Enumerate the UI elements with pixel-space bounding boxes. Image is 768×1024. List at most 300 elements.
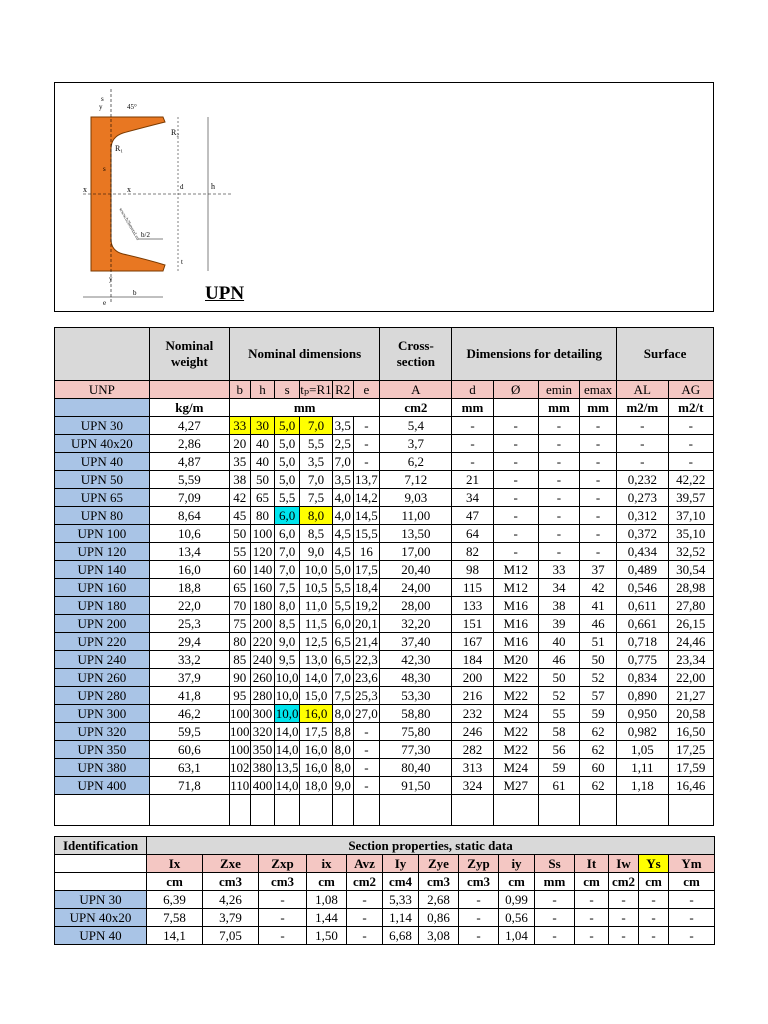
table-cell: 6,0 (332, 615, 353, 633)
table-cell: 20,1 (353, 615, 380, 633)
table-cell: - (353, 453, 380, 471)
table-cell: - (347, 891, 383, 909)
table-cell: 51 (580, 633, 617, 651)
table-cell: 13,4 (149, 543, 229, 561)
table-cell: M16 (493, 615, 538, 633)
table-cell: - (580, 435, 617, 453)
table-cell: 180 (250, 597, 275, 615)
table-cell: 5,5 (332, 579, 353, 597)
props-units-row (55, 873, 715, 891)
table-cell: 48,30 (380, 669, 452, 687)
table-cell: 5,5 (332, 597, 353, 615)
table-cell: 0,312 (617, 507, 668, 525)
table-row (55, 579, 714, 597)
table-cell: - (459, 927, 499, 945)
surface-header: Surface (617, 328, 714, 381)
table-cell: 4,5 (332, 525, 353, 543)
unit-cell: m2/m (617, 399, 668, 417)
table-row (55, 507, 714, 525)
table-cell: 14,0 (275, 742, 299, 757)
table-cell: 35,10 (668, 525, 713, 543)
table-cell: 17,5 (353, 561, 380, 579)
table-cell: 37,40 (380, 633, 452, 651)
table-cell: - (575, 891, 609, 909)
table-cell: 58,80 (380, 705, 452, 723)
profile-name-cell: UPN 160 (55, 579, 150, 597)
table-row (55, 453, 714, 471)
table-cell: - (575, 927, 609, 945)
table-cell: 77,30 (380, 741, 452, 759)
profile-name-cell: UPN 30 (55, 891, 147, 909)
table-cell: 313 (452, 759, 493, 777)
table-cell: 3,5 (300, 453, 333, 471)
table-cell: 6,0 (275, 507, 300, 525)
table-cell: 151 (452, 615, 493, 633)
table-cell: 4,0 (332, 489, 353, 507)
table-cell: 60 (580, 759, 617, 777)
table-cell: 260 (250, 669, 275, 687)
table-cell: 5,59 (149, 471, 229, 489)
table-cell: 232 (452, 705, 493, 723)
table-cell: 14,0 (275, 778, 299, 793)
table-cell: 7,0 (332, 453, 353, 471)
label-r2: R₂ (171, 128, 180, 137)
table-cell: 4,26 (203, 891, 259, 909)
table-cell: 46,2 (149, 705, 229, 723)
table-cell: 7,0 (300, 417, 333, 435)
table-cell: - (538, 507, 579, 525)
table-cell: 1,50 (307, 927, 347, 945)
table-cell: - (669, 927, 715, 945)
column-header: AG (668, 381, 713, 399)
table-cell: 22,3 (353, 651, 380, 669)
table-cell: 42 (230, 489, 251, 507)
table-cell: - (639, 909, 669, 927)
table-cell: 38 (230, 471, 251, 489)
table-cell: 8,0 (332, 705, 353, 723)
table-cell: 17,59 (668, 759, 713, 777)
unit-cell: cm2 (380, 399, 452, 417)
table-cell: - (535, 909, 575, 927)
profile-name-cell: UPN 400 (55, 777, 150, 795)
profile-name-cell: UPN 350 (55, 741, 150, 759)
table-cell: 10,0 (275, 688, 299, 703)
table-cell: 58 (538, 723, 579, 741)
table-cell: M12 (493, 561, 538, 579)
table-cell: 59,5 (149, 723, 229, 741)
table-cell: 30 (250, 417, 275, 435)
label-d: d (180, 183, 184, 191)
props-column-header: Iy (383, 855, 419, 873)
label-x-right: x (127, 185, 131, 194)
column-header-row (55, 381, 714, 399)
table-cell: 10,5 (300, 579, 333, 597)
profile-name-cell: UPN 320 (55, 723, 150, 741)
table-cell: - (259, 909, 307, 927)
table-cell: 60 (230, 561, 251, 579)
table-cell: 16 (353, 543, 380, 561)
table-cell: 6,5 (332, 633, 353, 651)
table-cell: 5,4 (380, 417, 452, 435)
watermark-text: www.b2bmetal.eu (117, 207, 140, 242)
table-cell: 62 (580, 723, 617, 741)
table-cell: - (580, 489, 617, 507)
table-cell: - (493, 507, 538, 525)
table-cell: 15,5 (353, 525, 380, 543)
label-s-web: s (103, 165, 106, 173)
table-cell: - (538, 435, 579, 453)
table-cell: - (538, 525, 579, 543)
table-cell: 350 (250, 741, 275, 759)
table-cell: 4,27 (149, 417, 229, 435)
table-cell: 0,950 (617, 705, 668, 723)
table-cell: 100 (230, 742, 250, 757)
table-cell: 23,34 (668, 651, 713, 669)
table-cell: 140 (250, 561, 275, 579)
unit-cell: mm (452, 399, 493, 417)
table-cell: - (609, 909, 639, 927)
table-cell: 52 (538, 687, 579, 705)
table-cell: 27,80 (668, 597, 713, 615)
table-cell: 16,50 (668, 723, 713, 741)
profile-name-cell: UPN 100 (55, 525, 150, 543)
table-row (55, 777, 714, 795)
table-cell: 57 (580, 687, 617, 705)
table-cell: 12,5 (300, 633, 333, 651)
table-cell: 32,52 (668, 543, 713, 561)
table-cell: 0,273 (617, 489, 668, 507)
table-cell: 115 (452, 579, 493, 597)
table-cell: - (353, 723, 380, 741)
table-cell: - (535, 927, 575, 945)
table-cell: - (493, 471, 538, 489)
table-cell: 16,46 (668, 777, 713, 795)
table-cell: - (669, 891, 715, 909)
table-cell: - (493, 543, 538, 561)
table-cell: 240 (250, 651, 275, 669)
table-row (55, 525, 714, 543)
table-cell: 5,0 (275, 417, 300, 435)
unit-cell: mm (580, 399, 617, 417)
table-cell: 61 (538, 777, 579, 795)
table-cell: - (639, 891, 669, 909)
table-cell: 20 (230, 435, 251, 453)
table-cell: 39,57 (668, 489, 713, 507)
table-cell: 14,0 (275, 724, 299, 739)
table-cell: - (669, 909, 715, 927)
table-cell: 50 (230, 525, 251, 543)
table-cell: 13,50 (380, 525, 452, 543)
props-column-header-row (55, 855, 715, 873)
table-cell: 14,2 (353, 489, 380, 507)
props-unit-cell: cm2 (609, 873, 639, 891)
table-cell: 40 (250, 453, 275, 471)
table-cell: 18,0 (300, 777, 333, 795)
table-cell: 0,834 (617, 669, 668, 687)
table-cell: 75,80 (380, 723, 452, 741)
table-cell: 0,372 (617, 525, 668, 543)
props-column-header: Zye (419, 855, 459, 873)
section-properties-header: Section properties, static data (147, 837, 715, 855)
table-cell: 0,890 (617, 687, 668, 705)
table-cell: 70 (230, 597, 251, 615)
table-cell: 32,20 (380, 615, 452, 633)
table-cell: 82 (452, 543, 493, 561)
table-cell: 3,5 (332, 471, 353, 489)
profile-name-cell: UPN 220 (55, 633, 150, 651)
table-cell: 216 (452, 687, 493, 705)
table-cell: 4,87 (149, 453, 229, 471)
table-cell: - (609, 891, 639, 909)
table-row (55, 417, 714, 435)
spacer-row (55, 795, 714, 826)
label-s-top: s (101, 95, 104, 103)
table-cell: M16 (493, 597, 538, 615)
table-cell: 40 (250, 435, 275, 453)
table-cell: - (580, 543, 617, 561)
table-cell: 90 (230, 669, 251, 687)
table-cell: 37,10 (668, 507, 713, 525)
table-cell: - (493, 489, 538, 507)
table-cell: 91,50 (380, 777, 452, 795)
table-row (55, 471, 714, 489)
table-cell: 50 (250, 471, 275, 489)
props-column-header: It (575, 855, 609, 873)
label-y-top: y (99, 103, 103, 111)
column-header: UNP (55, 381, 150, 399)
table-cell: 60,6 (149, 741, 229, 759)
table-cell: - (538, 543, 579, 561)
table-cell: 102 (230, 760, 250, 775)
table-cell: - (452, 417, 493, 435)
table-cell: 0,775 (617, 651, 668, 669)
column-header (149, 381, 229, 399)
table-cell: - (259, 891, 307, 909)
table-cell: 1,14 (383, 909, 419, 927)
table-cell: 0,434 (617, 543, 668, 561)
table-cell: 62 (580, 741, 617, 759)
props-unit-cell: cm3 (203, 873, 259, 891)
props-column-header: Avz (347, 855, 383, 873)
table-cell: 21 (452, 471, 493, 489)
unit-cell: kg/m (149, 399, 229, 417)
table-row (55, 651, 714, 669)
table-cell: 9,0 (300, 543, 333, 561)
table-cell: 5,0 (275, 471, 300, 489)
table-row (55, 927, 715, 945)
table-cell: 75 (230, 615, 251, 633)
column-header: A (380, 381, 452, 399)
table-cell: 246 (452, 723, 493, 741)
table-cell: 20,40 (380, 561, 452, 579)
table-cell: 16,0 (300, 759, 333, 777)
units-row (55, 399, 714, 417)
props-unit-cell: cm (639, 873, 669, 891)
header-box (54, 82, 714, 312)
table-cell: 13,5 (275, 760, 299, 775)
column-header: AL (617, 381, 668, 399)
table-cell: 8,5 (275, 615, 300, 633)
table-cell: 25,3 (353, 687, 380, 705)
table-cell: - (353, 741, 380, 759)
table-cell: 45 (230, 507, 251, 525)
table-cell: - (617, 417, 668, 435)
table-row (55, 561, 714, 579)
label-x-left: x (83, 185, 87, 194)
table-cell: 0,611 (617, 597, 668, 615)
table-cell: 2,68 (419, 891, 459, 909)
table-cell: 14,1 (147, 927, 203, 945)
table-row (55, 723, 714, 741)
profile-name-cell: UPN 120 (55, 543, 150, 561)
table-cell: - (609, 927, 639, 945)
table-cell: 85 (230, 651, 251, 669)
unit-cell (493, 399, 538, 417)
props-group-row (55, 837, 715, 855)
table-cell: - (668, 453, 713, 471)
table-cell: 46 (538, 651, 579, 669)
table-cell: 1,44 (307, 909, 347, 927)
table-cell: 0,661 (617, 615, 668, 633)
table-row (55, 489, 714, 507)
table-cell: - (535, 891, 575, 909)
table-cell: 18,4 (353, 579, 380, 597)
table-cell: 0,99 (499, 891, 535, 909)
table-cell: 8,5 (300, 525, 333, 543)
table-cell: 7,0 (275, 543, 300, 561)
table-cell: 6,68 (383, 927, 419, 945)
table-cell: 17,00 (380, 543, 452, 561)
table-cell: 400 (250, 777, 275, 795)
props-column-header: Zxp (259, 855, 307, 873)
table-row (55, 741, 714, 759)
table-cell: 18,8 (149, 579, 229, 597)
table-cell: - (580, 417, 617, 435)
table-cell: 15,0 (300, 687, 333, 705)
table-cell: 10,6 (149, 525, 229, 543)
table-cell: 80 (250, 507, 275, 525)
table-cell: - (493, 417, 538, 435)
table-cell: 17,5 (300, 723, 333, 741)
table-cell: 9,03 (380, 489, 452, 507)
table-cell: - (452, 453, 493, 471)
table-cell: 71,8 (149, 777, 229, 795)
props-unit-cell: cm2 (347, 873, 383, 891)
nominal-dimensions-header: Nominal dimensions (230, 328, 380, 381)
table-cell: - (353, 777, 380, 795)
column-header: b (230, 381, 251, 399)
profile-name-cell: UPN 65 (55, 489, 150, 507)
table-cell: - (580, 507, 617, 525)
props-column-header: Iw (609, 855, 639, 873)
props-unit-cell: cm (307, 873, 347, 891)
table-cell: 34 (538, 579, 579, 597)
table-row (55, 759, 714, 777)
profile-name-cell: UPN 300 (55, 705, 150, 723)
table-cell: 27,0 (353, 705, 380, 723)
column-header: s (275, 381, 300, 399)
table-cell: 13,7 (353, 471, 380, 489)
table-cell: M27 (493, 777, 538, 795)
table-cell: 0,982 (617, 723, 668, 741)
props-column-header: Ix (147, 855, 203, 873)
table-cell: 41,8 (149, 687, 229, 705)
table-cell: 5,0 (275, 435, 300, 453)
table-cell: 7,09 (149, 489, 229, 507)
table-cell: 50 (538, 669, 579, 687)
profile-name-cell: UPN 50 (55, 471, 150, 489)
table-cell: 0,546 (617, 579, 668, 597)
table-cell: 50 (580, 651, 617, 669)
table-cell: 1,18 (617, 777, 668, 795)
table-cell: 39 (538, 615, 579, 633)
props-column-header: ix (307, 855, 347, 873)
props-column-header: iy (499, 855, 535, 873)
table-cell: 29,4 (149, 633, 229, 651)
table-cell: 42 (580, 579, 617, 597)
table-cell: 22,00 (668, 669, 713, 687)
column-header: e (353, 381, 380, 399)
profile-name-cell: UPN 30 (55, 417, 150, 435)
table-cell: - (493, 435, 538, 453)
table-cell: 324 (452, 777, 493, 795)
table-cell: 33 (538, 561, 579, 579)
table-cell: 56 (538, 741, 579, 759)
table-cell: M16 (493, 633, 538, 651)
table-cell: 37 (580, 561, 617, 579)
table-cell: 8,0 (332, 741, 353, 759)
table-cell: 55 (230, 543, 251, 561)
table-cell: - (668, 417, 713, 435)
table-cell: 11,5 (300, 615, 333, 633)
profile-name-cell: UPN 380 (55, 759, 150, 777)
table-cell: 13,0 (300, 651, 333, 669)
table-cell: 98 (452, 561, 493, 579)
table-row (55, 909, 715, 927)
table-cell: 59 (580, 705, 617, 723)
table-cell: M12 (493, 579, 538, 597)
table-cell: 110 (230, 778, 250, 793)
table-cell: 24,00 (380, 579, 452, 597)
profile-name-cell: UPN 180 (55, 597, 150, 615)
table-cell: 16,0 (149, 561, 229, 579)
table-cell: 100 (250, 525, 275, 543)
table-cell: - (617, 453, 668, 471)
upn-profile-diagram (83, 89, 233, 309)
table-cell: 80,40 (380, 759, 452, 777)
table-cell: 11,0 (300, 597, 333, 615)
props-column-header: Ym (669, 855, 715, 873)
table-cell: 38 (538, 597, 579, 615)
table-cell: 7,0 (275, 561, 300, 579)
unit-cell: mm (538, 399, 579, 417)
table-row (55, 891, 715, 909)
table-cell: 0,489 (617, 561, 668, 579)
table-cell: 200 (250, 615, 275, 633)
props-unit-cell: cm4 (383, 873, 419, 891)
table-cell: 33 (230, 417, 251, 435)
table-cell: - (538, 489, 579, 507)
table-cell: 100 (230, 724, 250, 739)
table-cell: M22 (493, 741, 538, 759)
table-cell: 0,56 (499, 909, 535, 927)
table-cell: 17,25 (668, 741, 713, 759)
table-cell: 6,39 (147, 891, 203, 909)
table-cell: 2,86 (149, 435, 229, 453)
table-cell: - (459, 891, 499, 909)
table-cell: 22,0 (149, 597, 229, 615)
table-cell: 200 (452, 669, 493, 687)
